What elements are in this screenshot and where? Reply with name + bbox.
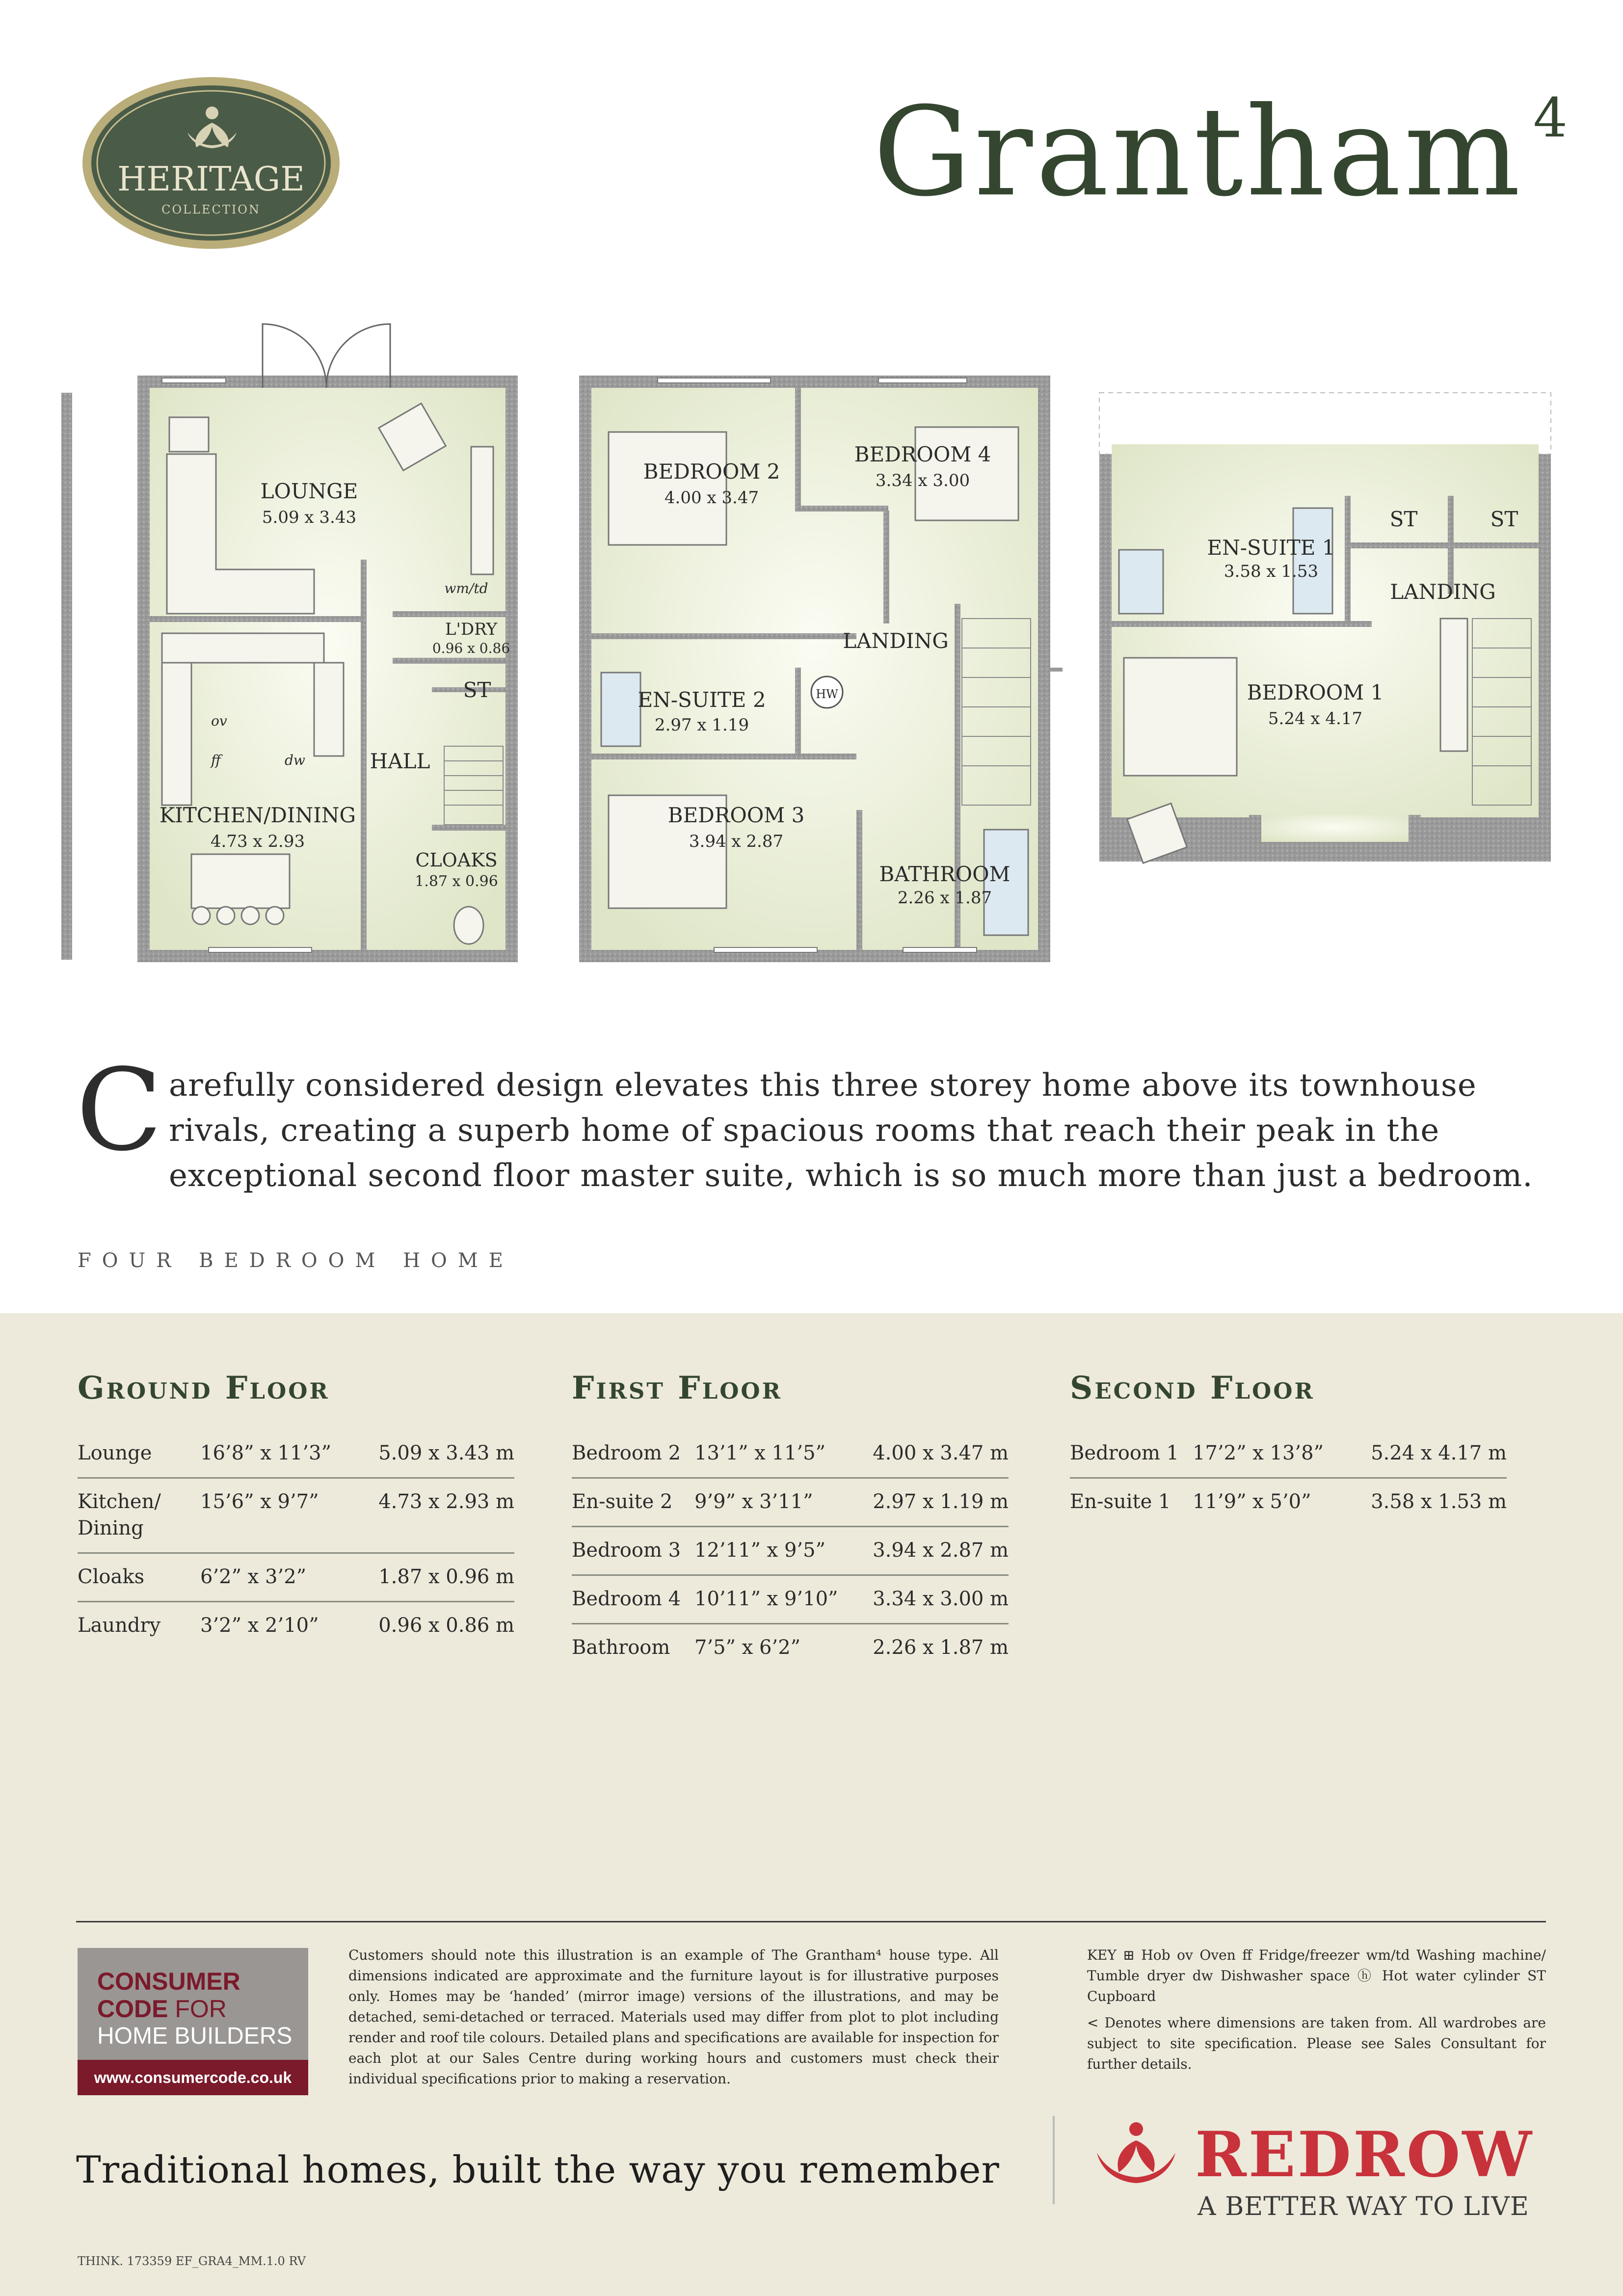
room-dim-bathroom: 2.26 x 1.87 — [897, 888, 992, 908]
room-label-lounge: LOUNGE — [260, 479, 358, 503]
key-line2: < Denotes where dimensions are taken from. All wardrobes are subject to site specification. Please see Sales Consultant for further details. — [1087, 2015, 1546, 2072]
room-dim-kitchen: 4.73 x 2.93 — [210, 832, 305, 851]
room-label-bathroom: BATHROOM — [879, 862, 1011, 886]
spec-imperial: 11’9” x 5’0” — [1193, 1490, 1311, 1513]
disclaimer: Customers should note this illustration is an example of The Grantham⁴ house type. All dimensions indicated are approximate and the furniture layout is for illustrative purposes only. Homes may be ‘handed’ (mirror image) versions of the illustrations, and may be detached, semi-detached or terraced. Materials used may differ from plot to plot including render and roof tile colours. Detailed plans and specifications are available for inspection for each plot at our Sales Centre during working hours and customers must check their individual specifications prior to making a reservation. — [348, 1947, 999, 2087]
abbr-hw: HW — [816, 687, 838, 701]
spec-metric: 5.09 x 3.43 m — [378, 1442, 514, 1464]
spec-metric: 3.94 x 2.87 m — [873, 1539, 1009, 1562]
room-label-hall: HALL — [370, 749, 430, 773]
spec-row — [572, 1527, 1009, 1576]
room-dim-cloaks: 1.87 x 0.96 — [415, 873, 498, 890]
spec-imperial: 10’11” x 9’10” — [694, 1588, 838, 1610]
spec-row — [78, 1479, 514, 1554]
logo-name: HERITAGE — [117, 160, 305, 199]
spec-metric: 2.26 x 1.87 m — [873, 1636, 1009, 1659]
spec-room: Bedroom 3 — [572, 1539, 681, 1562]
spec-ground-floor — [78, 1370, 514, 1649]
spec-heading: Second Floor — [1070, 1370, 1315, 1406]
second-floor-plan — [1099, 393, 1551, 863]
room-dim-lounge: 5.09 x 3.43 — [262, 508, 357, 527]
redrow-logo — [1087, 2118, 1548, 2221]
redrow-flower-icon — [1087, 2118, 1185, 2192]
room-label-bed1: BEDROOM 1 — [1247, 680, 1384, 704]
ground-floor-plan — [137, 324, 518, 962]
spec-row — [572, 1479, 1009, 1527]
consumer-code-logo — [78, 1948, 308, 2095]
intro-paragraph — [76, 1045, 1548, 1198]
spec-metric: 1.87 x 0.96 m — [378, 1566, 514, 1588]
heritage-logo — [79, 74, 344, 253]
footer-separator — [1053, 2116, 1055, 2204]
spec-room: Bedroom 1 — [1070, 1442, 1179, 1464]
room-label-kitchen: KITCHEN/DINING — [159, 803, 356, 827]
spec-imperial: 7’5” x 6’2” — [694, 1636, 801, 1659]
spec-room: Kitchen/ Dining — [78, 1490, 161, 1540]
logo-sub: COLLECTION — [161, 203, 261, 216]
room-dim-bed2: 4.00 x 3.47 — [664, 488, 759, 508]
room-dim-bed4: 3.34 x 3.00 — [875, 471, 970, 490]
key-line1: KEY ⊞ Hob ov Oven ff Fridge/freezer wm/td Washing machine/ Tumble dryer dw Dishwasher space ⓗ Hot water cylinder ST Cupboard — [1087, 1947, 1546, 2004]
spec-imperial: 3’2” x 2’10” — [200, 1614, 319, 1637]
spec-imperial: 13’1” x 11’5” — [694, 1442, 826, 1464]
cc-line2 — [97, 1995, 227, 2023]
spec-room: Bedroom 2 — [572, 1442, 681, 1464]
spec-row — [572, 1430, 1009, 1479]
cc-line2a: CODE — [97, 1995, 168, 2023]
cc-line2b: FOR — [168, 1995, 227, 2023]
room-label-st-second-2: ST — [1490, 507, 1518, 531]
spec-room: Cloaks — [78, 1566, 145, 1588]
room-label-ensuite1: EN-SUITE 1 — [1207, 536, 1335, 560]
spec-imperial: 16’8” x 11’3” — [200, 1442, 332, 1464]
abbr-ff: ff — [211, 752, 221, 768]
room-label-st-second-1: ST — [1389, 507, 1418, 531]
intro-text: arefully considered design elevates this three storey home above its townhouse rivals, creating a superb home of spacious rooms that reach their peak in the exceptional second floor master suite, which is so much more than just a bedroom. — [168, 1067, 1533, 1194]
room-label-bed3: BEDROOM 3 — [667, 803, 805, 827]
spec-room: Bedroom 4 — [572, 1588, 681, 1610]
cc-url[interactable]: www.consumercode.co.uk — [78, 2060, 308, 2095]
page-title — [785, 74, 1570, 231]
footer-rule — [76, 1921, 1546, 1922]
spec-metric: 2.97 x 1.19 m — [873, 1490, 1009, 1513]
spec-heading: Ground Floor — [78, 1370, 330, 1406]
cc-line3: HOME BUILDERS — [97, 2023, 293, 2049]
spec-metric: 4.00 x 3.47 m — [873, 1442, 1009, 1464]
spec-first-floor — [572, 1370, 1009, 1672]
spec-metric: 4.73 x 2.93 m — [378, 1490, 514, 1513]
title-name: Grantham — [873, 81, 1523, 223]
room-dim-bed3: 3.94 x 2.87 — [689, 832, 784, 851]
room-label-bed2: BEDROOM 2 — [643, 459, 780, 484]
redrow-name: REDROW — [1195, 2118, 1534, 2191]
abbr-wm-td: wm/td — [444, 580, 488, 596]
spec-room: Laundry — [78, 1614, 161, 1637]
room-dim-laundry: 0.96 x 0.86 — [432, 640, 510, 656]
intro-dropcap: C — [76, 1045, 163, 1176]
document-reference: THINK. 173359 EF_GRA4_MM.1.0 RV — [78, 2254, 306, 2268]
room-label-laundry: L'DRY — [445, 620, 498, 639]
redrow-tagline: A BETTER WAY TO LIVE — [1197, 2192, 1529, 2221]
slogan: Traditional homes, built the way you remember — [76, 2148, 1000, 2191]
title-sup: 4 — [1533, 86, 1570, 149]
spec-row — [1070, 1479, 1507, 1526]
spec-second-floor — [1070, 1370, 1507, 1526]
spec-imperial: 6’2” x 3’2” — [200, 1566, 307, 1588]
room-dim-ensuite2: 2.97 x 1.19 — [654, 715, 749, 735]
room-label-cloaks: CLOAKS — [415, 849, 498, 871]
floor-plans-svg — [0, 314, 1623, 1016]
spec-room: En-suite 1 — [1070, 1490, 1171, 1513]
spec-heading: First Floor — [572, 1370, 783, 1406]
spec-row — [78, 1554, 514, 1602]
spec-imperial: 9’9” x 3’11” — [694, 1490, 813, 1513]
abbr-dw: dw — [285, 752, 305, 768]
spec-row — [78, 1430, 514, 1479]
floor-plans — [0, 314, 1623, 1016]
spec-metric: 5.24 x 4.17 m — [1371, 1442, 1507, 1464]
bedroom-tagline: FOUR BEDROOM HOME — [78, 1249, 514, 1272]
spec-room: Lounge — [78, 1442, 152, 1464]
spec-room: Bathroom — [572, 1636, 670, 1659]
spec-imperial: 12’11” x 9’5” — [694, 1539, 826, 1562]
spec-imperial: 17’2” x 13’8” — [1193, 1442, 1324, 1464]
spec-row — [1070, 1430, 1507, 1479]
spec-row — [78, 1602, 514, 1649]
spec-metric: 0.96 x 0.86 m — [378, 1614, 514, 1637]
room-label-landing-second: LANDING — [1390, 580, 1496, 604]
room-label-st-ground: ST — [463, 678, 491, 702]
key-legend — [1087, 1945, 1546, 2080]
side-wall-left — [61, 393, 72, 960]
spec-row — [572, 1576, 1009, 1624]
spec-room: En-suite 2 — [572, 1490, 673, 1513]
room-label-bed4: BEDROOM 4 — [854, 442, 991, 466]
room-label-ensuite2: EN-SUITE 2 — [638, 688, 766, 712]
spec-imperial: 15’6” x 9’7” — [200, 1490, 319, 1513]
spec-metric: 3.58 x 1.53 m — [1371, 1490, 1507, 1513]
room-dim-bed1: 5.24 x 4.17 — [1268, 709, 1363, 729]
cc-line1: CONSUMER — [97, 1968, 240, 1995]
spec-row — [572, 1624, 1009, 1672]
spec-metric: 3.34 x 3.00 m — [873, 1588, 1009, 1610]
room-label-landing-first: LANDING — [843, 629, 949, 653]
abbr-ov: ov — [211, 713, 227, 729]
first-floor-plan — [579, 376, 1063, 962]
room-dim-ensuite1: 3.58 x 1.53 — [1224, 562, 1319, 581]
